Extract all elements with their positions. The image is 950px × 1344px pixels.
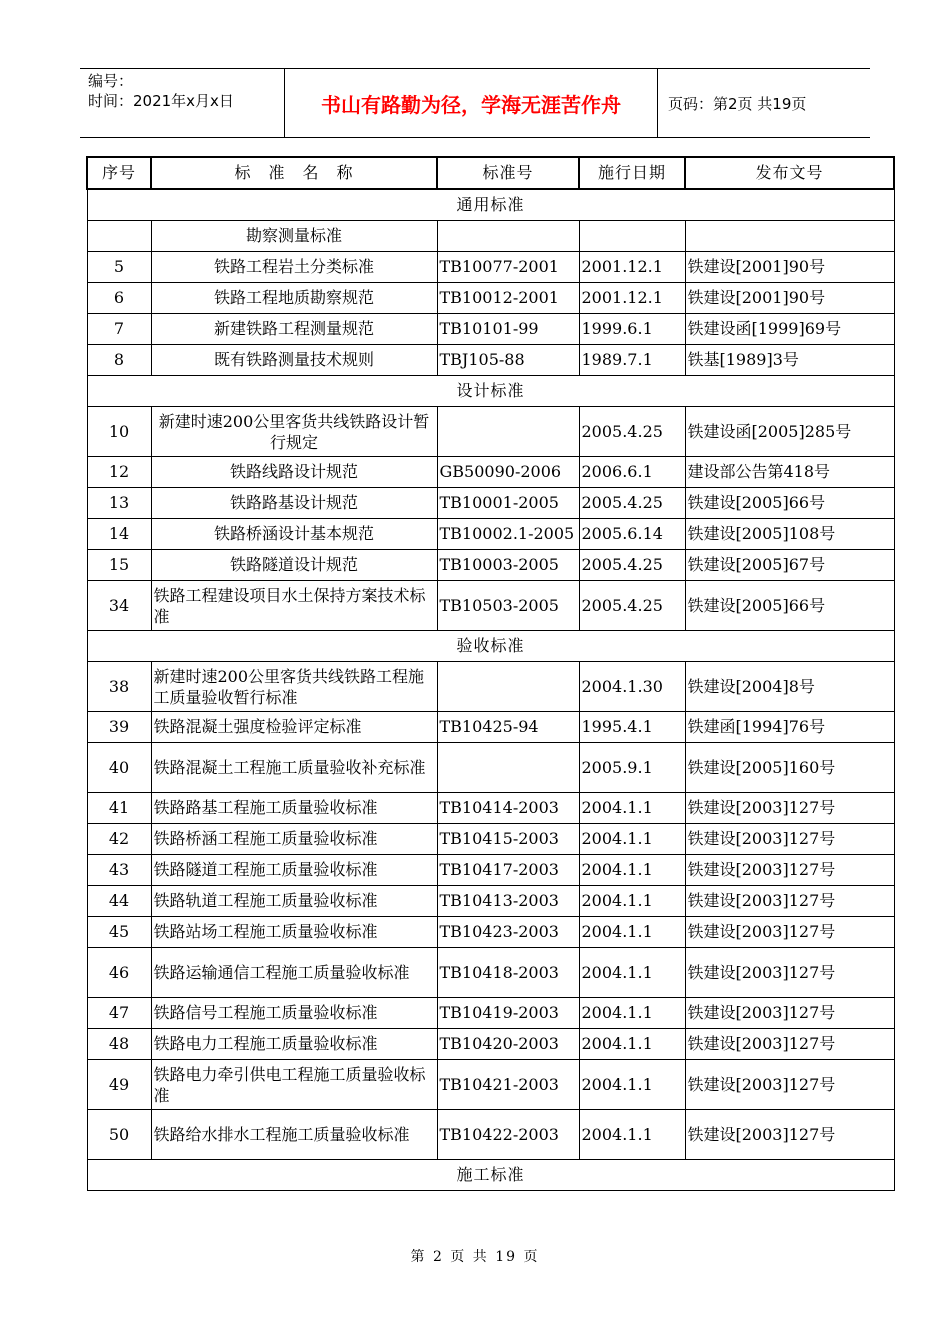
cell-name: 铁路电力工程施工质量验收标准 [151, 1029, 437, 1060]
table-row [87, 283, 894, 314]
cell-name: 铁路电力牵引供电工程施工质量验收标准 [151, 1060, 437, 1110]
cell-doc: 铁建设[2005]67号 [685, 550, 894, 581]
table-row [87, 1029, 894, 1060]
table-row [87, 581, 894, 631]
section-row [87, 1160, 894, 1191]
section-title: 通用标准 [87, 189, 894, 221]
cell-no: 15 [87, 550, 151, 581]
cell-code: TB10425-94 [437, 712, 579, 743]
cell-code: TB10003-2005 [437, 550, 579, 581]
cell-name: 铁路线路设计规范 [151, 457, 437, 488]
table-row [87, 1110, 894, 1160]
cell-doc: 铁建设[2005]108号 [685, 519, 894, 550]
cell-date: 2005.4.25 [579, 550, 685, 581]
cell-doc: 建设部公告第418号 [685, 457, 894, 488]
cell-name: 新建时速200公里客货共线铁路工程施工质量验收暂行标准 [151, 662, 437, 712]
table-row [87, 948, 894, 998]
cell-code [437, 407, 579, 457]
table-row [87, 824, 894, 855]
table-row [87, 793, 894, 824]
table-header-row [87, 157, 894, 189]
cell-date: 1989.7.1 [579, 345, 685, 376]
cell-name: 铁路隧道工程施工质量验收标准 [151, 855, 437, 886]
cell-name: 铁路路基设计规范 [151, 488, 437, 519]
cell-date: 2005.9.1 [579, 743, 685, 793]
cell-no: 12 [87, 457, 151, 488]
cell-code: TB10001-2005 [437, 488, 579, 519]
cell-no: 38 [87, 662, 151, 712]
cell-name: 铁路路基工程施工质量验收标准 [151, 793, 437, 824]
section-title: 设计标准 [87, 376, 894, 407]
cell-name: 既有铁路测量技术规则 [151, 345, 437, 376]
cell-no: 34 [87, 581, 151, 631]
cell-doc: 铁基[1989]3号 [685, 345, 894, 376]
cell-doc: 铁建设[2003]127号 [685, 917, 894, 948]
cell-no: 7 [87, 314, 151, 345]
cell-code: TB10002.1-2005 [437, 519, 579, 550]
cell-name: 铁路轨道工程施工质量验收标准 [151, 886, 437, 917]
cell-date: 2004.1.1 [579, 948, 685, 998]
cell-code: TB10012-2001 [437, 283, 579, 314]
doc-code-label: 编号： [88, 72, 134, 90]
col-header-code: 标准号 [437, 157, 579, 189]
cell-no: 6 [87, 283, 151, 314]
cell-code: TB10417-2003 [437, 855, 579, 886]
cell-code: TB10420-2003 [437, 1029, 579, 1060]
cell-name: 铁路桥涵设计基本规范 [151, 519, 437, 550]
cell-code: TB10077-2001 [437, 252, 579, 283]
cell-doc: 铁建设[2005]66号 [685, 581, 894, 631]
section-title: 验收标准 [87, 631, 894, 662]
cell-date: 2006.6.1 [579, 457, 685, 488]
cell-doc: 铁建设[2003]127号 [685, 948, 894, 998]
cell-code: TB10418-2003 [437, 948, 579, 998]
cell-name: 铁路工程建设项目水土保持方案技术标准 [151, 581, 437, 631]
cell-code [437, 662, 579, 712]
cell-name: 铁路给水排水工程施工质量验收标准 [151, 1110, 437, 1160]
cell-no: 45 [87, 917, 151, 948]
cell-no: 46 [87, 948, 151, 998]
cell-date: 1995.4.1 [579, 712, 685, 743]
cell-doc: 铁建设函[2005]285号 [685, 407, 894, 457]
header-motto: 书山有路勤为径，学海无涯苦作舟 [284, 69, 658, 137]
cell-doc: 铁建设[2001]90号 [685, 283, 894, 314]
table-row [87, 519, 894, 550]
page-footer: 第 2 页 共 19 页 [410, 1249, 540, 1265]
cell-name: 铁路工程地质勘察规范 [151, 283, 437, 314]
cell-doc: 铁建设[2003]127号 [685, 793, 894, 824]
table-row [87, 345, 894, 376]
cell-code: TB10421-2003 [437, 1060, 579, 1110]
table-row [87, 252, 894, 283]
col-header-date: 施行日期 [579, 157, 685, 189]
cell-no: 40 [87, 743, 151, 793]
section-row [87, 376, 894, 407]
table-row [87, 457, 894, 488]
cell-no: 39 [87, 712, 151, 743]
table-row [87, 743, 894, 793]
cell-date [579, 221, 685, 252]
cell-doc: 铁建设[2003]127号 [685, 1110, 894, 1160]
cell-no: 43 [87, 855, 151, 886]
cell-no: 50 [87, 1110, 151, 1160]
cell-name: 铁路桥涵工程施工质量验收标准 [151, 824, 437, 855]
cell-code: GB50090-2006 [437, 457, 579, 488]
cell-date: 2004.1.1 [579, 1060, 685, 1110]
cell-date: 2004.1.1 [579, 886, 685, 917]
cell-no: 41 [87, 793, 151, 824]
table-row [87, 221, 894, 252]
cell-no: 14 [87, 519, 151, 550]
standards-table [86, 156, 895, 1191]
cell-name: 铁路混凝土工程施工质量验收补充标准 [151, 743, 437, 793]
table-row [87, 314, 894, 345]
cell-name: 铁路混凝土强度检验评定标准 [151, 712, 437, 743]
col-header-no: 序号 [87, 157, 151, 189]
table-row [87, 917, 894, 948]
page-header [80, 68, 870, 138]
cell-date: 2001.12.1 [579, 252, 685, 283]
cell-code: TB10419-2003 [437, 998, 579, 1029]
cell-no: 44 [87, 886, 151, 917]
cell-doc: 铁建设[2003]127号 [685, 998, 894, 1029]
cell-name: 勘察测量标准 [151, 221, 437, 252]
header-meta [80, 69, 284, 137]
table-row [87, 488, 894, 519]
col-header-name: 标 准 名 称 [151, 157, 437, 189]
cell-name: 新建时速200公里客货共线铁路设计暂行规定 [151, 407, 437, 457]
cell-date: 2005.4.25 [579, 581, 685, 631]
table-row [87, 998, 894, 1029]
cell-name: 铁路运输通信工程施工质量验收标准 [151, 948, 437, 998]
cell-name: 新建铁路工程测量规范 [151, 314, 437, 345]
cell-code: TB10423-2003 [437, 917, 579, 948]
section-row [87, 631, 894, 662]
cell-no: 42 [87, 824, 151, 855]
header-page-info: 页码：第2页 共19页 [668, 94, 807, 113]
table-body [87, 189, 894, 1191]
cell-code: TB10422-2003 [437, 1110, 579, 1160]
cell-doc: 铁建设[2004]8号 [685, 662, 894, 712]
cell-doc: 铁建设[2003]127号 [685, 1029, 894, 1060]
cell-code [437, 743, 579, 793]
cell-code: TB10415-2003 [437, 824, 579, 855]
cell-code: TB10413-2003 [437, 886, 579, 917]
col-header-doc: 发布文号 [685, 157, 894, 189]
cell-doc: 铁建设[2005]160号 [685, 743, 894, 793]
cell-date: 2001.12.1 [579, 283, 685, 314]
cell-code [437, 221, 579, 252]
table-row [87, 550, 894, 581]
cell-doc: 铁建设函[1999]69号 [685, 314, 894, 345]
cell-doc: 铁建设[2003]127号 [685, 855, 894, 886]
cell-doc: 铁建设[2003]127号 [685, 824, 894, 855]
cell-date: 2004.1.1 [579, 917, 685, 948]
cell-no: 47 [87, 998, 151, 1029]
cell-date: 1999.6.1 [579, 314, 685, 345]
cell-no: 13 [87, 488, 151, 519]
cell-date: 2004.1.30 [579, 662, 685, 712]
cell-no: 49 [87, 1060, 151, 1110]
cell-date: 2005.4.25 [579, 407, 685, 457]
cell-code: TB10503-2005 [437, 581, 579, 631]
cell-date: 2004.1.1 [579, 998, 685, 1029]
cell-name: 铁路隧道设计规范 [151, 550, 437, 581]
cell-no: 10 [87, 407, 151, 457]
doc-time-label: 时间：2021年x月x日 [88, 92, 234, 110]
cell-code: TB10414-2003 [437, 793, 579, 824]
cell-doc: 铁建设[2003]127号 [685, 886, 894, 917]
cell-no: 8 [87, 345, 151, 376]
table-row [87, 407, 894, 457]
cell-no [87, 221, 151, 252]
cell-date: 2004.1.1 [579, 793, 685, 824]
table-row [87, 886, 894, 917]
section-row [87, 189, 894, 221]
table-row [87, 712, 894, 743]
cell-name: 铁路工程岩土分类标准 [151, 252, 437, 283]
table-row [87, 1060, 894, 1110]
cell-name: 铁路站场工程施工质量验收标准 [151, 917, 437, 948]
cell-date: 2004.1.1 [579, 824, 685, 855]
cell-doc: 铁建设[2001]90号 [685, 252, 894, 283]
cell-doc: 铁建函[1994]76号 [685, 712, 894, 743]
cell-date: 2005.6.14 [579, 519, 685, 550]
cell-doc [685, 221, 894, 252]
cell-no: 5 [87, 252, 151, 283]
cell-date: 2004.1.1 [579, 855, 685, 886]
cell-code: TBJ105-88 [437, 345, 579, 376]
cell-name: 铁路信号工程施工质量验收标准 [151, 998, 437, 1029]
cell-date: 2005.4.25 [579, 488, 685, 519]
cell-date: 2004.1.1 [579, 1110, 685, 1160]
section-title: 施工标准 [87, 1160, 894, 1191]
cell-doc: 铁建设[2003]127号 [685, 1060, 894, 1110]
table-row [87, 662, 894, 712]
cell-doc: 铁建设[2005]66号 [685, 488, 894, 519]
table-row [87, 855, 894, 886]
cell-no: 48 [87, 1029, 151, 1060]
cell-date: 2004.1.1 [579, 1029, 685, 1060]
cell-code: TB10101-99 [437, 314, 579, 345]
